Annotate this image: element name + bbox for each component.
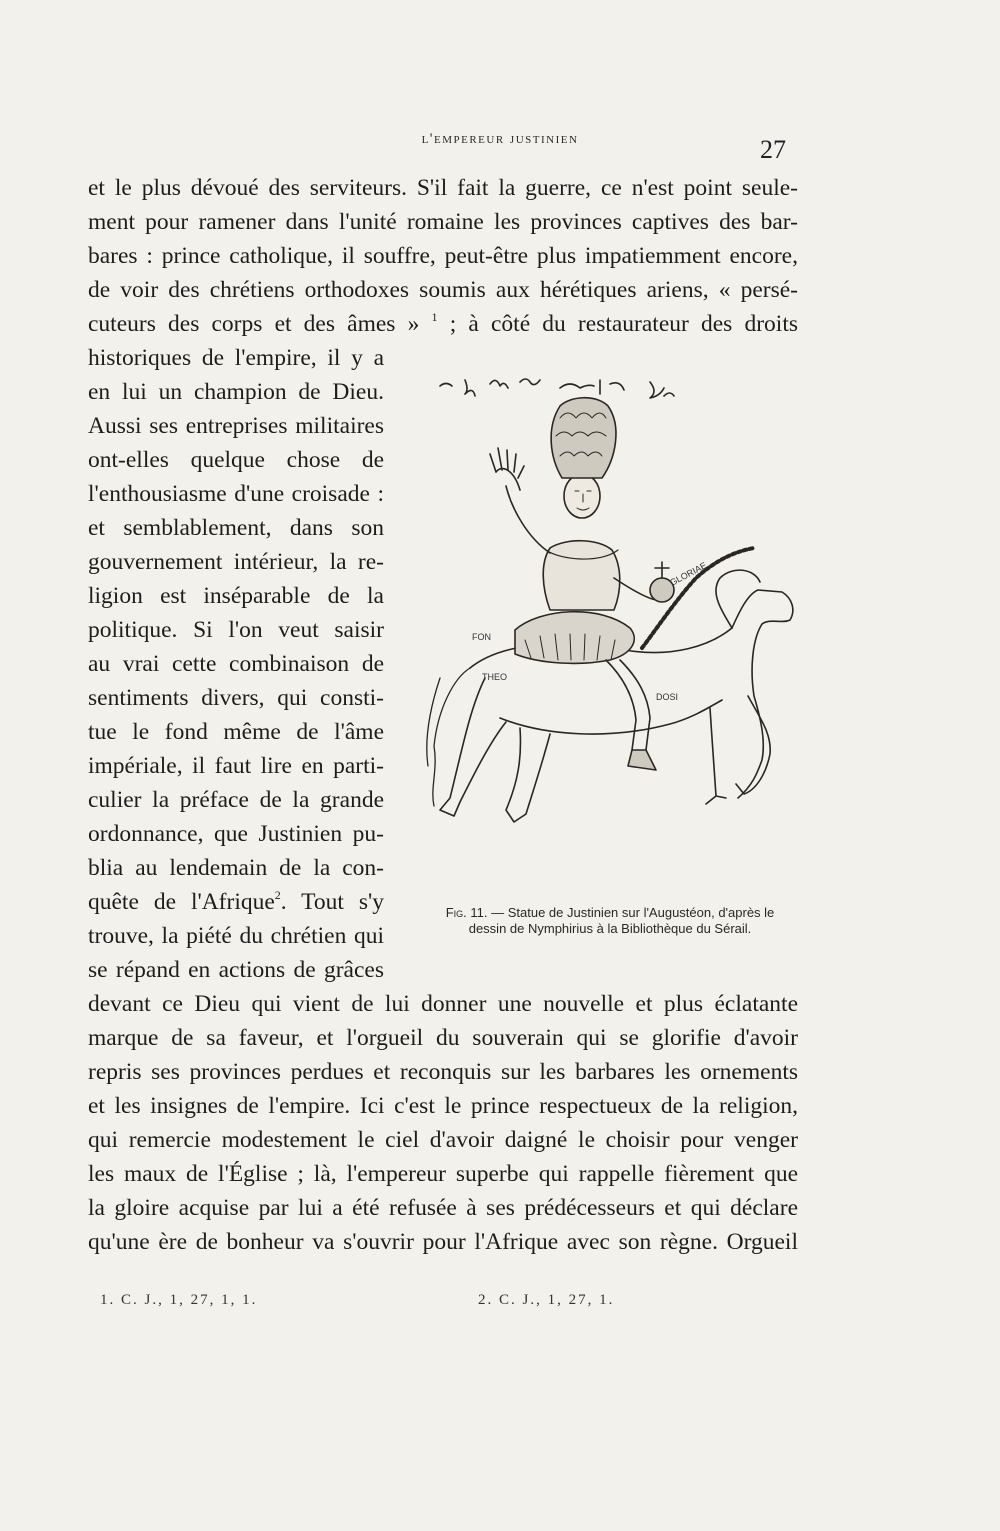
- note-ref: 2: [274, 888, 281, 902]
- body-line: la gloire acquise par lui a été refusée à ses prédécesseurs et qui déclare: [88, 1195, 798, 1221]
- body-line: se répand en actions de grâces: [88, 957, 384, 983]
- body-line: les maux de l'Église ; là, l'empereur superbe qui rappelle fièrement que: [88, 1161, 798, 1187]
- body-line: repris ses provinces perdues et reconquis sur les barbares les ornements: [88, 1059, 798, 1085]
- body-line: politique. Si l'on veut saisir: [88, 617, 384, 643]
- body-line: ment pour ramener dans l'unité romaine les provinces captives des bar-: [88, 209, 798, 235]
- body-line: en lui un champion de Dieu.: [88, 379, 384, 405]
- rider-leg: [606, 660, 650, 750]
- rider-head: [564, 474, 600, 518]
- body-line: au vrai cette combinaison de: [88, 651, 384, 677]
- handwritten-inscription: [440, 379, 674, 398]
- rider-torso: [543, 541, 620, 610]
- body-line: Aussi ses entreprises militaires: [88, 413, 384, 439]
- body-line: trouve, la piété du chrétien qui: [88, 923, 384, 949]
- body-line: bares : prince catholique, il souffre, peut-être plus impatiemment encore,: [88, 243, 798, 269]
- body-line: impériale, il faut lire en parti-: [88, 753, 384, 779]
- label-fon: FON: [472, 632, 491, 642]
- horse-hind-leg-2: [506, 728, 550, 822]
- body-line: devant ce Dieu qui vient de lui donner une nouvelle et plus éclatante: [88, 991, 798, 1017]
- body-line: qui remercie modestement le ciel d'avoir daigné le choisir pour venger: [88, 1127, 798, 1153]
- rider-raised-arm: [496, 469, 550, 553]
- horse-neck-back: [716, 570, 760, 628]
- body-line: de voir des chrétiens orthodoxes soumis aux hérétiques ariens, « persé-: [88, 277, 798, 303]
- body-line: gouvernement intérieur, la re-: [88, 549, 384, 575]
- page-number: 27: [760, 135, 786, 164]
- rider-hand: [490, 448, 524, 478]
- body-line: tue le fond même de l'âme: [88, 719, 384, 745]
- body-line: ligion est inséparable de la: [88, 583, 384, 609]
- body-line: et le plus dévoué des serviteurs. S'il fait la guerre, ce n'est point seule-: [88, 175, 798, 201]
- label-dosi: DOSI: [656, 692, 679, 702]
- body-text: cuteurs des corps et des âmes »: [88, 311, 420, 337]
- rider-boot: [628, 750, 656, 770]
- body-line: historiques de l'empire, il y a: [88, 345, 384, 371]
- footnote: 1. C. J., 1, 27, 1, 1.: [100, 1292, 258, 1308]
- footnote: 2. C. J., 1, 27, 1.: [478, 1292, 615, 1308]
- horse-hind-leg-1: [440, 678, 506, 816]
- label-gloriae: GLORIAE: [668, 560, 709, 588]
- body-line: qu'une ère de bonheur va s'ouvrir pour l'Afrique avec son règne. Orgueil: [88, 1229, 798, 1255]
- caption-line-2: dessin de Nymphirius à la Bibliothèque du Sérail.: [468, 921, 752, 936]
- note-ref: 1: [431, 310, 438, 324]
- body-line-with-note: [88, 307, 798, 341]
- equestrian-statue-illustration: [410, 378, 810, 878]
- body-line: marque de sa faveur, et l'orgueil du souverain qui se glorifie d'avoir: [88, 1025, 798, 1051]
- horse-front-leg: [706, 708, 726, 804]
- body-text: . Tout s'y: [280, 889, 384, 915]
- body-text: ; à côté du restaurateur des droits: [449, 311, 799, 337]
- feather-crown: [551, 398, 616, 478]
- body-line: l'enthousiasme d'une croisade :: [88, 481, 384, 507]
- body-line: et les insignes de l'empire. Ici c'est le prince respectueux de la religion,: [88, 1093, 798, 1119]
- body-text: quête de l'Afrique: [88, 889, 275, 915]
- body-line: sentiments divers, qui consti-: [88, 685, 384, 711]
- body-line-with-note: [88, 885, 384, 919]
- caption-line-1: [405, 905, 815, 921]
- horse-tail: [427, 668, 470, 806]
- running-head: l'empereur justinien: [421, 131, 579, 147]
- globus-cross: [655, 562, 669, 578]
- body-line: ordonnance, que Justinien pu-: [88, 821, 384, 847]
- statue-drawing: [410, 378, 810, 878]
- figure-caption: [405, 905, 815, 937]
- figure-number: Fig. 11.: [445, 905, 488, 920]
- rider-skirt: [515, 612, 634, 664]
- body-line: ont-elles quelque chose de: [88, 447, 384, 473]
- label-theo: THEO: [482, 672, 508, 682]
- horse-belly: [500, 700, 722, 734]
- body-line: et semblablement, dans son: [88, 515, 384, 541]
- body-line: blia au lendemain de la con-: [88, 855, 384, 881]
- caption-text: — Statue de Justinien sur l'Augustéon, d'après le: [487, 905, 775, 920]
- body-line: culier la préface de la grande: [88, 787, 384, 813]
